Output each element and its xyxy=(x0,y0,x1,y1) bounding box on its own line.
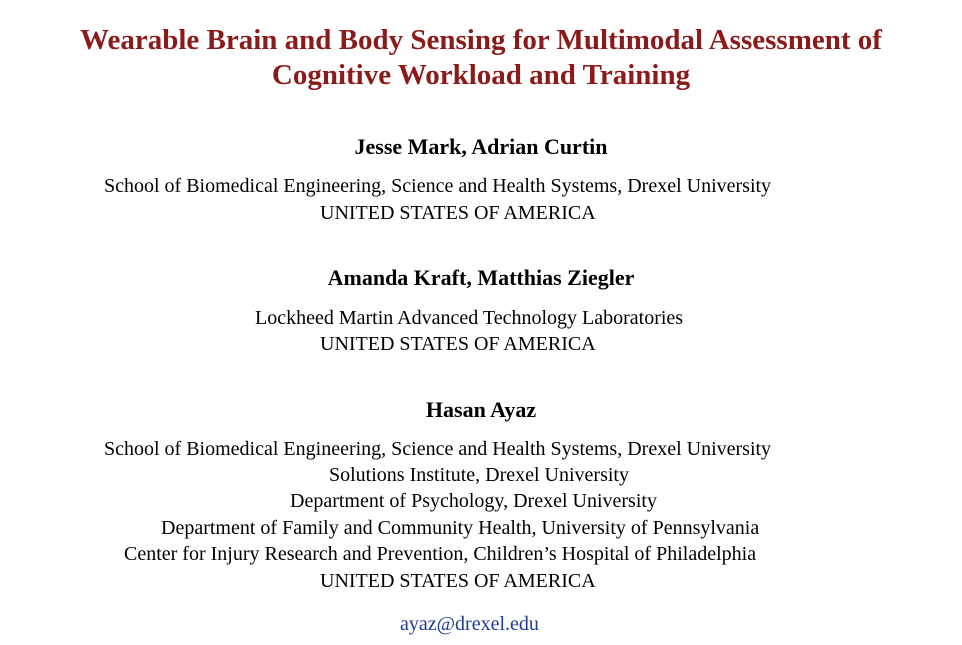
paper-title-line-2: Cognitive Workload and Training xyxy=(271,59,691,91)
affiliation-line: School of Biomedical Engineering, Science and Health Systems, Drexel University xyxy=(104,438,772,460)
affiliation-line: Solutions Institute, Drexel University xyxy=(329,464,629,486)
author-names-group-1: Jesse Mark, Adrian Curtin xyxy=(354,134,608,159)
author-names-group-3: Hasan Ayaz xyxy=(425,397,537,422)
affiliation-line: Lockheed Martin Advanced Technology Laboratories xyxy=(255,307,684,329)
affiliation-line: UNITED STATES OF AMERICA xyxy=(320,570,596,592)
author-names-group-2: Amanda Kraft, Matthias Ziegler xyxy=(327,265,635,290)
affiliation-line: Department of Psychology, Drexel University xyxy=(290,490,657,512)
affiliation-line: School of Biomedical Engineering, Science and Health Systems, Drexel University xyxy=(104,175,772,197)
affiliation-line: UNITED STATES OF AMERICA xyxy=(320,333,596,355)
paper-title-line-1: Wearable Brain and Body Sensing for Multimodal Assessment of xyxy=(80,24,882,56)
affiliation-line: UNITED STATES OF AMERICA xyxy=(320,202,596,224)
affiliation-line: Center for Injury Research and Prevention, Children’s Hospital of Philadelphia xyxy=(124,543,757,565)
affiliation-line: Department of Family and Community Health, University of Pennsylvania xyxy=(161,517,760,539)
author-email-link[interactable]: ayaz@drexel.edu xyxy=(400,613,539,635)
